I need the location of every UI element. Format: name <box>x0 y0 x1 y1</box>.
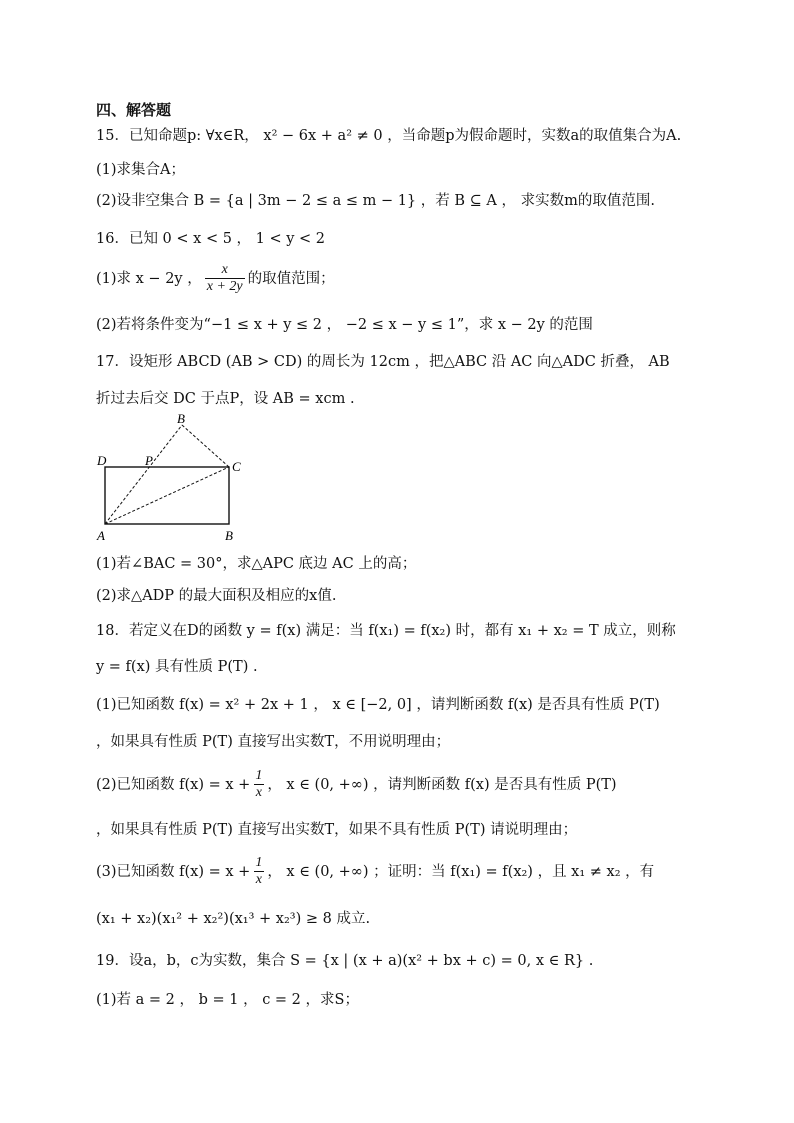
q16-stem: 16．已知 0 < x < 5 ， 1 < y < 2 <box>96 231 326 247</box>
q15-part1: (1)求集合A； <box>96 162 186 178</box>
q16-part1-pre: (1)求 x − 2y ， <box>96 270 202 287</box>
q18-part1-line2: ，如果具有性质 P(T) 直接写出实数T，不用说明理由； <box>96 734 451 750</box>
q15-stem: 15．已知命题p: ∀x∈R， x² − 6x + a² ≠ 0 ，当命题p为假命题时，实数a的取值集合为A. <box>96 128 682 144</box>
segment-bc-folded <box>182 425 229 467</box>
q16-fraction-denominator: x + 2y <box>206 279 243 294</box>
q19-stem: 19．设a，b，c为实数，集合 S = {x | (x + a)(x² + bx + c) = 0, x ∈ R} . <box>96 953 594 969</box>
q16-part1-post: 的取值范围； <box>247 270 335 287</box>
q18-part2-line1 <box>96 768 617 801</box>
q19-part1: (1)若 a = 2 ， b = 1 ， c = 2 ，求S； <box>96 992 359 1008</box>
q15-part2: (2)设非空集合 B = {a | 3m − 2 ≤ a ≤ m − 1} ，若 B ⊆ A ， 求实数m的取值范围. <box>96 193 655 209</box>
q18-part3-pre: (3)已知函数 f(x) = x + <box>96 863 251 880</box>
q18-part3-line2: (x₁ + x₂)(x₁² + x₂²)(x₁³ + x₂³) ≥ 8 成立. <box>96 911 371 927</box>
diagonal-ac <box>105 467 229 524</box>
q18-part2-fraction-denominator: x <box>255 785 262 800</box>
q16-fraction-numerator: x <box>221 262 228 277</box>
q18-part3-fraction-numerator: 1 <box>255 855 263 870</box>
q16-part1 <box>96 262 335 295</box>
q18-part3-post: ， x ∈ (0, +∞) ；证明：当 f(x₁) = f(x₂) ，且 x₁ ≠ x₂ ，有 <box>267 863 655 880</box>
q16-fraction <box>205 262 245 295</box>
q18-stem-line2: y = f(x) 具有性质 P(T) . <box>96 659 258 675</box>
q18-stem-line1: 18．若定义在D的函数 y = f(x) 满足：当 f(x₁) = f(x₂) 时，都有 x₁ + x₂ = T 成立，则称 <box>96 623 676 639</box>
q17-stem-line1: 17．设矩形 ABCD (AB > CD) 的周长为 12cm ，把△ABC 沿 AC 向△ADC 折叠， AB <box>96 354 670 370</box>
section-title: 四、解答题 <box>96 101 172 119</box>
label-c: C <box>232 459 241 474</box>
q18-part2-line2: ，如果具有性质 P(T) 直接写出实数T，如果不具有性质 P(T) 请说明理由； <box>96 822 578 838</box>
segment-ab-folded <box>105 425 182 524</box>
rectangle-fold-figure <box>92 412 262 547</box>
q18-part2-fraction <box>253 768 264 801</box>
label-b-top: B <box>177 412 185 426</box>
q18-part1-line1: (1)已知函数 f(x) = x² + 2x + 1 ， x ∈ [−2, 0] ，请判断函数 f(x) 是否具有性质 P(T) <box>96 697 660 713</box>
q16-part2: (2)若将条件变为“−1 ≤ x + y ≤ 2 ， −2 ≤ x − y ≤ 1”，求 x − 2y 的范围 <box>96 317 593 333</box>
label-b: B <box>225 528 233 543</box>
q18-part3-fraction <box>253 855 264 888</box>
label-d: D <box>97 453 107 468</box>
q17-stem-line2: 折过去后交 DC 于点P，设 AB = xcm . <box>96 391 355 407</box>
q18-part3-fraction-denominator: x <box>255 872 262 887</box>
q18-part3-line1 <box>96 855 654 888</box>
q17-part1: (1)若∠BAC = 30°，求△APC 底边 AC 上的高； <box>96 556 417 572</box>
q18-part2-post: ， x ∈ (0, +∞) ，请判断函数 f(x) 是否具有性质 P(T) <box>267 776 617 793</box>
q18-part2-fraction-numerator: 1 <box>255 768 263 783</box>
q18-part2-pre: (2)已知函数 f(x) = x + <box>96 776 251 793</box>
q17-part2: (2)求△ADP 的最大面积及相应的x值. <box>96 588 337 604</box>
label-a: A <box>97 528 105 543</box>
label-p: P <box>145 453 153 468</box>
